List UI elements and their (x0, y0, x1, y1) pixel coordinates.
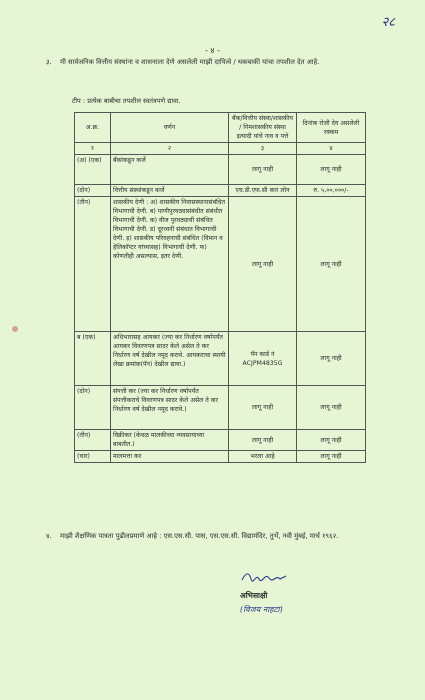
header-description: वर्णन (111, 113, 229, 143)
note-text: टीप : प्रत्येक बाबीचा तपशील स्वतंत्रपणे द्यावा. (72, 97, 181, 105)
paragraph-4-text: माझी शैक्षणिक पात्रता पुढीलप्रमाणे आहे : एस.एस.सी. पास, एस.एस.सी. विद्यामंदिर, तुर्भे, नवी मुंबई, मार्च १९६२. (60, 532, 339, 540)
signature-block (240, 570, 320, 615)
row-institution: भरला आहे (229, 451, 297, 463)
table-row (75, 386, 366, 430)
row-serial: (तीन) (75, 430, 111, 451)
row-description: बँकांकडून कर्जे (111, 155, 229, 185)
col-number: २ (111, 143, 229, 155)
col-number: ३ (229, 143, 297, 155)
handwritten-page-number: २८ (381, 15, 395, 30)
header-amount: दिनांक रोजी देय असलेली रक्कम (297, 113, 366, 143)
row-institution: लागू नाही (229, 197, 297, 332)
paragraph-3-text: मी सार्वजनिक वित्तीय संस्थांना व शासनाला देणे असलेली माझी दायित्वे / थकबाकी यांचा तपशील देत आहे. (60, 58, 320, 66)
row-description: अधिभारासह आयकर (ज्या कर निर्धारण वर्षापर्यंत आयकर विवरणपत्र सादर केले असेल ते कर निर्धारण वर्ष देखील नमूद करावे. आयकराचा स्थायी लेखा क्रमांक(पॅन) देखील द्यावा.) (111, 332, 229, 386)
table-row (75, 155, 366, 185)
row-amount: लागू नाही (297, 197, 366, 332)
row-description: विक्रीकर (केवळ मालकीच्या व्यवसायाच्या बाबतीत.) (111, 430, 229, 451)
row-description: वित्तीय संस्थांकडून कर्जे (111, 185, 229, 197)
row-institution: पॅन कार्ड नं ACJPM4835G (229, 332, 297, 386)
paragraph-4-number: ४. (46, 532, 52, 540)
row-serial: (चार) (75, 451, 111, 463)
ink-stain (12, 326, 18, 332)
row-description: संपत्ती कर (ज्या कर निर्धारण वर्षापर्यंत संपत्तीकराचे विवरणपत्र सादर केले असेल ते कर निर्धारण वर्ष देखील नमूद करावे.) (111, 386, 229, 430)
row-institution: एच.डी.एफ.सी कार लोन (229, 185, 297, 197)
paragraph-3 (46, 56, 375, 69)
row-description: शासकीय देणी : अ) शासकीय निवासस्थानासंबंधित विभागाची देणी. ब) पाणीपुरवठ्यासंबंधीत संबंधीत विभागाची देणी. क) वीज पुरवठ्याची संबंधित विभागाची देणी. ड) दूरध्वनी संबंधात विभागाची देणी. इ) शासकीय परिवहनाची संबंधित (विमान व हेलिकॉप्टर यांच्यासह) विभागाची देणी. फ) कोणतीही असल्यास, इतर देणी. (111, 197, 229, 332)
row-serial: (अ) (एक) (75, 155, 111, 185)
page-marker: - ४ - (205, 46, 221, 55)
row-amount: लागू नाही (297, 451, 366, 463)
table-column-number-row (75, 143, 366, 155)
liabilities-table (74, 112, 366, 463)
signature-name: (विजय नाहटा) (240, 605, 283, 614)
row-institution: लागू नाही (229, 430, 297, 451)
table-row (75, 451, 366, 463)
handwritten-signature-icon (240, 570, 288, 584)
table-row (75, 430, 366, 451)
header-serial: अ.क्र. (75, 113, 111, 143)
header-institution: बँक/वित्तीय संस्था/शासकीय / निमशासकीय संस्था इत्यादी यांचे नाव व पत्ते (229, 113, 297, 143)
row-amount: लागू नाही (297, 332, 366, 386)
col-number: १ (75, 143, 111, 155)
row-amount: रु. ५,००,०००/- (297, 185, 366, 197)
signature-scribble (240, 570, 320, 587)
col-number: ४ (297, 143, 366, 155)
row-serial: (दोन) (75, 386, 111, 430)
signature-title: अभिसाक्षी (240, 591, 268, 600)
table-row (75, 185, 366, 197)
row-amount: लागू नाही (297, 155, 366, 185)
table-row (75, 197, 366, 332)
table-row (75, 332, 366, 386)
row-amount: लागू नाही (297, 386, 366, 430)
row-amount: लागू नाही (297, 430, 366, 451)
paragraph-3-number: ३. (46, 58, 52, 66)
row-institution: लागू नाही (229, 386, 297, 430)
row-description: मालमत्ता कर (111, 451, 229, 463)
paragraph-4 (46, 530, 375, 543)
row-serial: (दोन) (75, 185, 111, 197)
table-header-row (75, 113, 366, 143)
row-serial: ब (एक) (75, 332, 111, 386)
row-institution: लागू नाही (229, 155, 297, 185)
row-serial: (तीन) (75, 197, 111, 332)
